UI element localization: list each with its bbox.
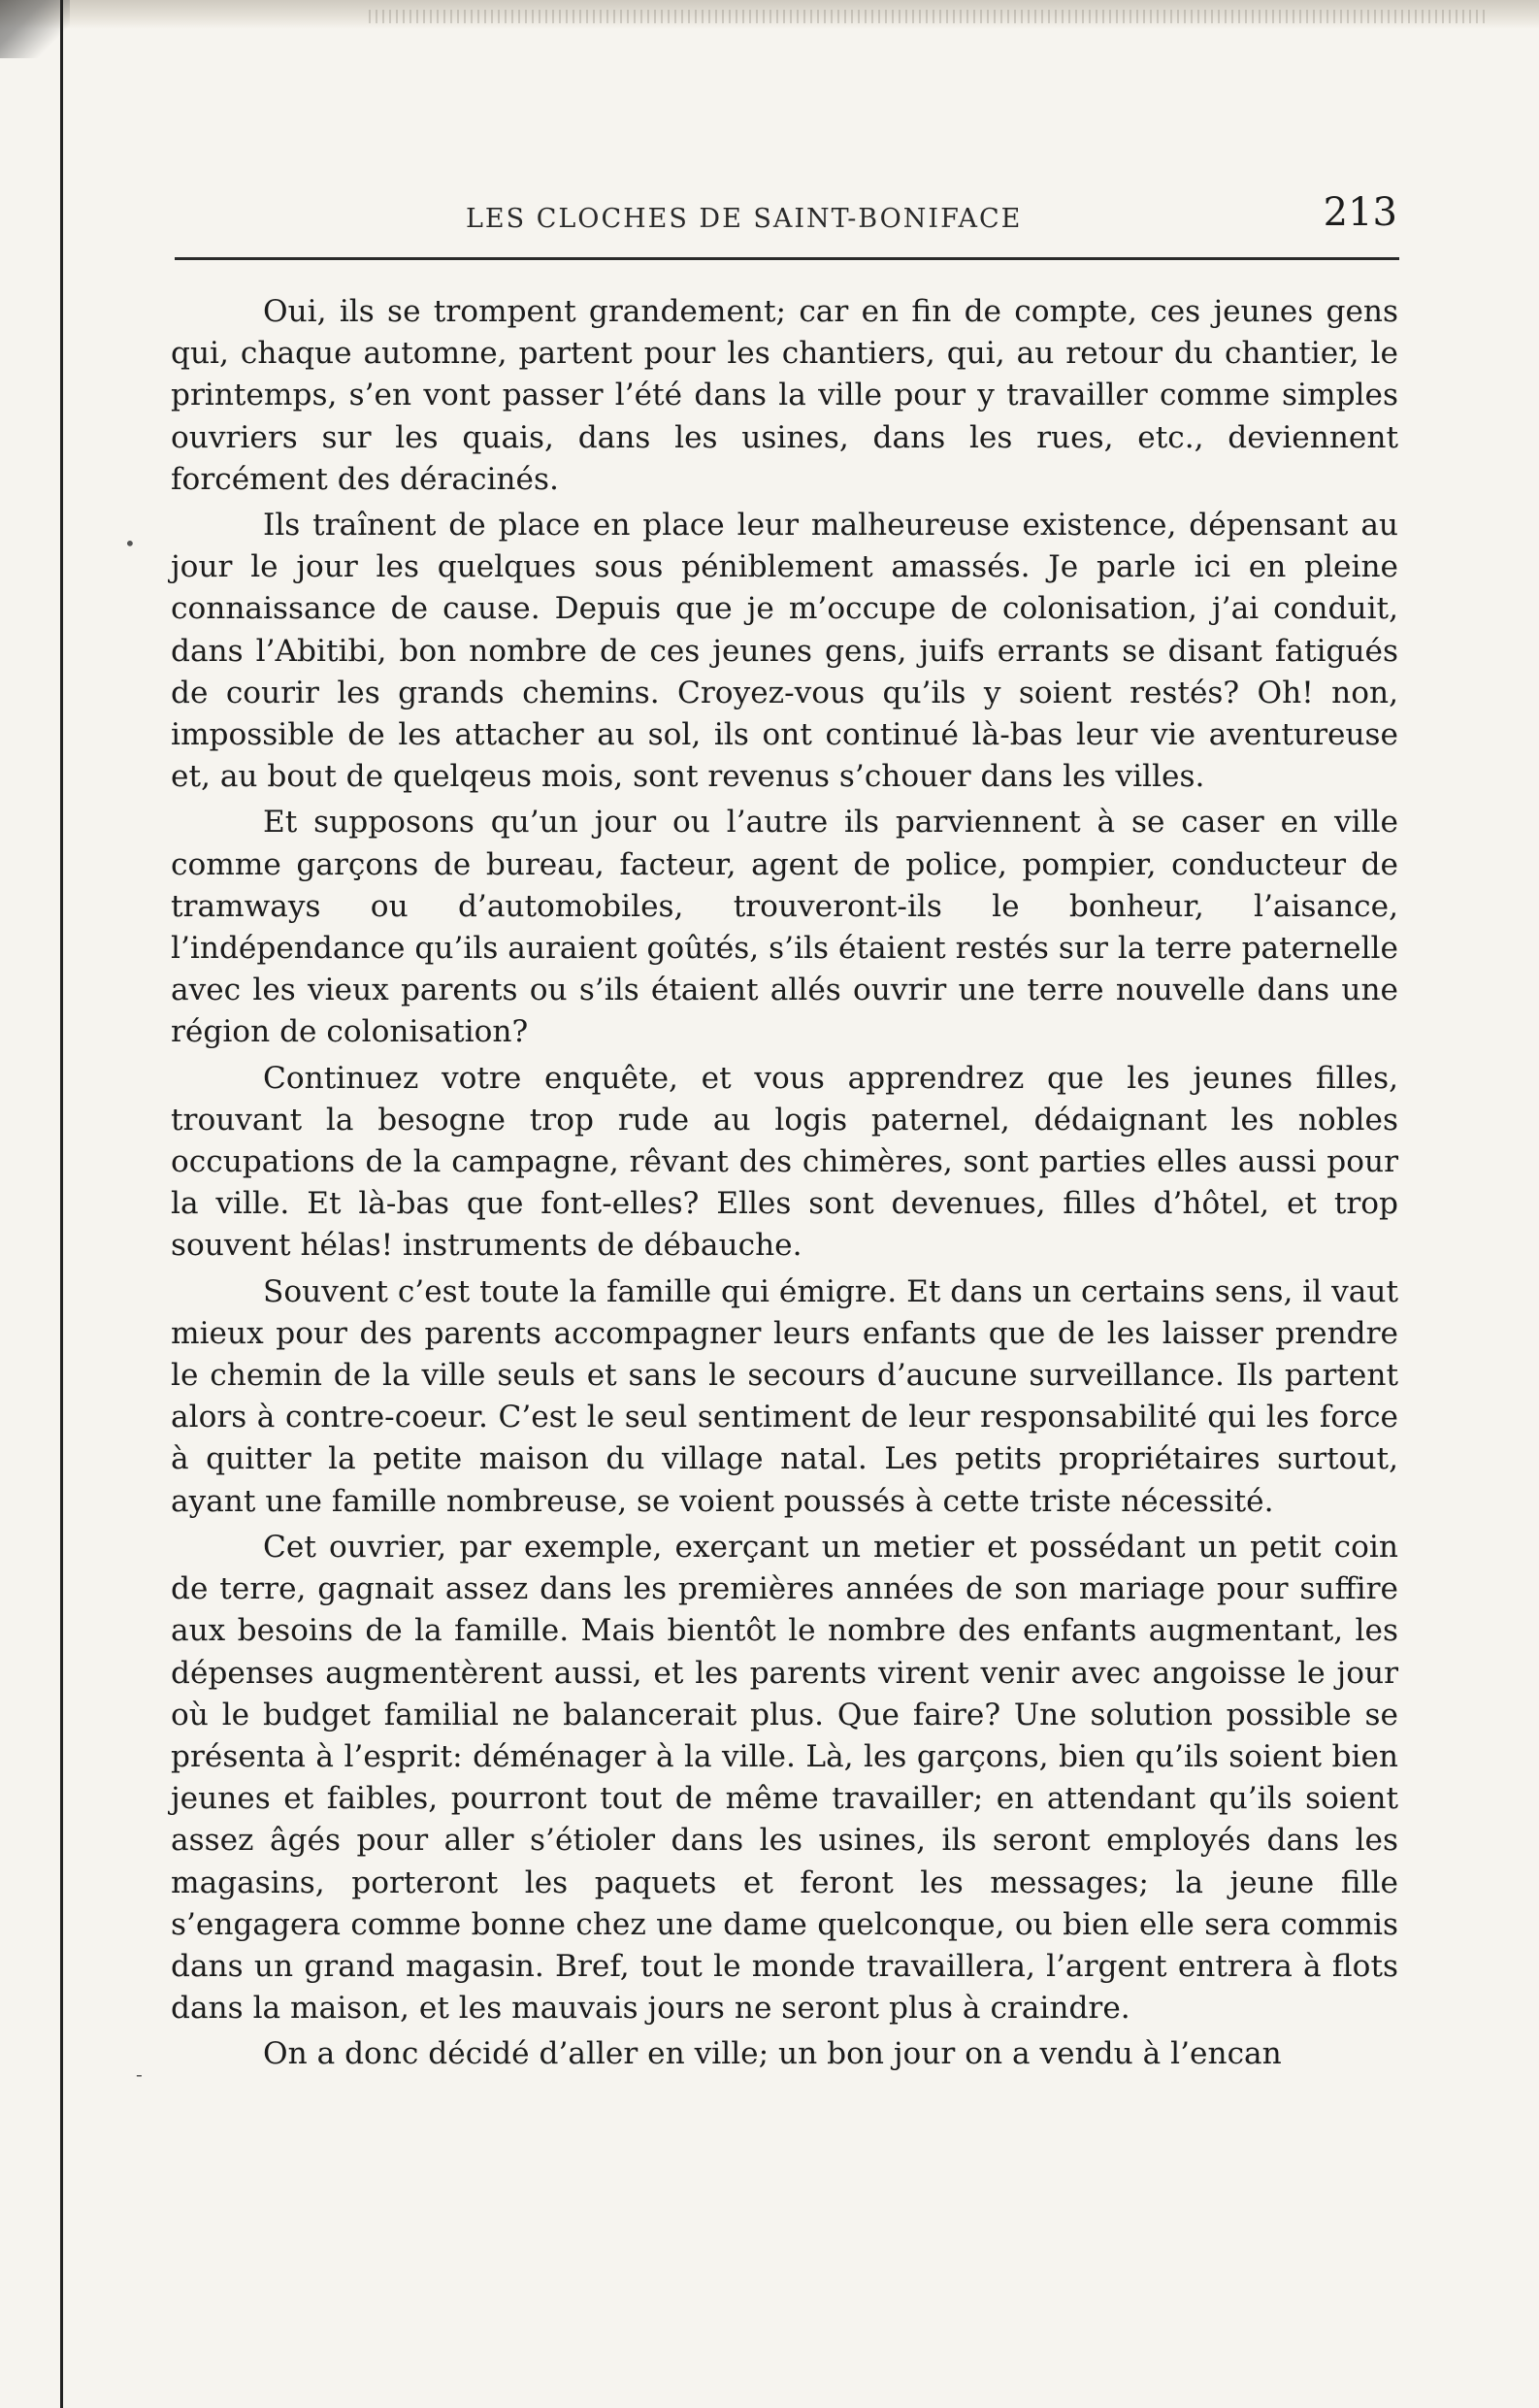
page-header (175, 190, 1397, 248)
paragraph: Souvent c’est toute la famille qui émigre. Et dans un certains sens, il vaut mieux pour des parents accompagner leurs enfants que de les laisser prendre le chemin de la ville seuls et sans le secours d’aucune surveillance. Ils partent alors à contre-coeur. C’est le seul sentiment de leur responsabilité qui les force à quitter la petite maison du village natal. Les petits propriétaires surtout, ayant une famille nombreuse, se voient poussés à cette triste nécessité. (171, 1273, 1398, 1519)
paragraph: Ils traînent de place en place leur malheureuse existence, dépensant au jour le jour les quelques sous péniblement amassés. Je parle ici en pleine connaissance de cause. Depuis que je m’occupe de colonisation, j’ai conduit, dans l’Abitibi, bon nombre de ces jeunes gens, juifs errants se disant fatigués de courir les grands chemins. Croyez-vous qu’ils y soient restés? Oh! non, impossible de les attacher au sol, ils ont continué là-bas leur vie aventureuse et, au bout de quelqeus mois, sont revenus s’chouer dans les villes. (171, 508, 1398, 795)
paragraph: Continuez votre enquête, et vous apprendrez que les jeunes filles, trouvant la besogne trop rude au logis paternel, dédaignant les nobles occupations de la campagne, rêvant des chimères, sont parties elles aussi pour la ville. Et là-bas que font-elles? Elles sont devenues, filles d’hôtel, et trop souvent hélas! instruments de débauche. (171, 1060, 1398, 1264)
paragraph: Cet ouvrier, par exemple, exerçant un metier et possédant un petit coin de terre, gagnait assez dans les premières années de son mariage pour suffire aux besoins de la famille. Mais bientôt le nombre des enfants augmentant, les dépenses augmentèrent aussi, et les parents virent venir avec angoisse le jour où le budget familial ne balancerait plus. Que faire? Une solution possible se présenta à l’esprit: déménager à la ville. Là, les garçons, bien qu’ils soient bien jeunes et faibles, pourront tout de même travailler; en attendant qu’ils soient assez âgés pour aller s’étioler dans les usines, ils seront employés dans les magasins, porteront les paquets et feront les messages; la jeune fille s’engagera comme bonne chez une dame quelconque, ou bien elle sera commis dans un grand magasin. Bref, tout le monde travaillera, l’argent entrera à flots dans la maison, et les mauvais jours ne seront plus à craindre. (171, 1529, 1398, 2027)
stray-mark: - (136, 2062, 143, 2086)
page-binding-edge (60, 0, 63, 2408)
stray-mark: • (124, 532, 136, 555)
paragraph: Oui, ils se trompent grandement; car en fin de compte, ces jeunes gens qui, chaque automne, partent pour les chantiers, qui, au retour du chantier, le printemps, s’en vont passer l’été dans la ville pour y travailler comme simples ouvriers sur les quais, dans les usines, dans les rues, etc., deviennent forcément des déracinés. (171, 294, 1398, 497)
scan-noise (369, 10, 1485, 23)
paragraph: Et supposons qu’un jour ou l’autre ils parviennent à se caser en ville comme garçons de bureau, facteur, agent de police, pompier, conducteur de tramways ou d’automobiles, trouveront-ils le bonheur, l’aisance, l’indépendance qu’ils auraient goûtés, s’ils étaient restés sur la terre paternelle avec les vieux parents ou s’ils étaient allés ouvrir une terre nouvelle dans une région de colonisation? (171, 805, 1398, 1050)
body-text (171, 291, 1398, 2080)
page-number: 213 (1323, 190, 1397, 235)
paragraph: On a donc décidé d’aller en ville; un bon jour on a vendu à l’encan (263, 2036, 1282, 2072)
header-rule (175, 257, 1399, 260)
running-title: LES CLOCHES DE SAINT-BONIFACE (466, 204, 1023, 234)
